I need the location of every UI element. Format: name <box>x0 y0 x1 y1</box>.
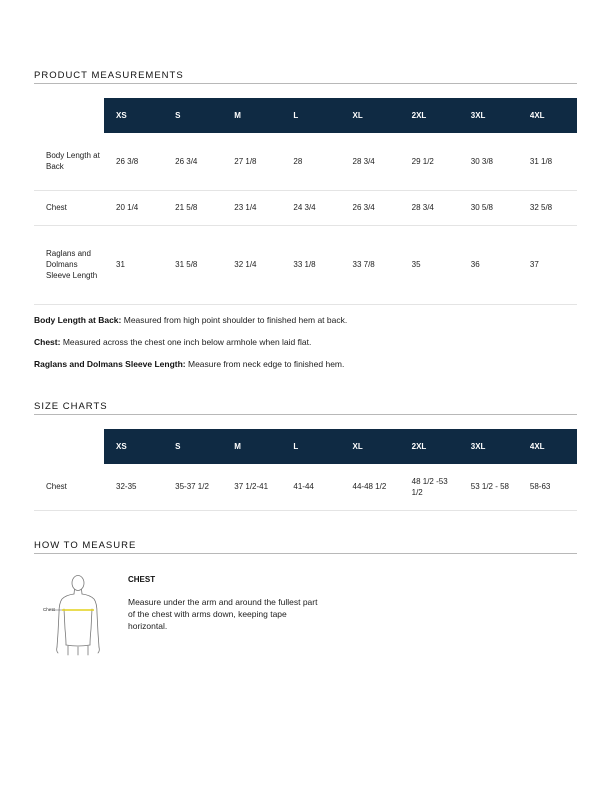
chest-measure-title: CHEST <box>128 575 156 584</box>
table-cell: 26 3/8 <box>104 133 163 190</box>
product-measurements-table <box>34 98 577 305</box>
size-header-row <box>34 429 577 464</box>
size-charts-title: SIZE CHARTS <box>34 401 108 412</box>
table-cell: 35 <box>400 225 459 304</box>
table-cell: 41-44 <box>281 464 340 510</box>
table-cell: 20 1/4 <box>104 190 163 225</box>
size-header-4xl: 4XL <box>518 429 577 464</box>
table-cell: 44-48 1/2 <box>341 464 400 510</box>
table-cell: 24 3/4 <box>281 190 340 225</box>
table-cell: 31 5/8 <box>163 225 222 304</box>
table-cell: 53 1/2 - 58 <box>459 464 518 510</box>
figure-chest-label: Chest <box>43 607 55 612</box>
size-header-s: S <box>163 98 222 133</box>
size-header-3xl: 3XL <box>459 98 518 133</box>
size-header-xs: XS <box>104 98 163 133</box>
table-cell: 32 1/4 <box>222 225 281 304</box>
table-cell: 26 3/4 <box>163 133 222 190</box>
table-row <box>34 464 577 510</box>
size-header-xl: XL <box>341 429 400 464</box>
table-cell: 32 5/8 <box>518 190 577 225</box>
table-cell: 29 1/2 <box>400 133 459 190</box>
header-blank-cell <box>34 98 104 133</box>
table-cell: 31 1/8 <box>518 133 577 190</box>
size-header-m: M <box>222 98 281 133</box>
note-term: Raglans and Dolmans Sleeve Length: <box>34 359 186 369</box>
row-label: Body Length at Back <box>34 133 104 190</box>
note-text: Measure from neck edge to finished hem. <box>185 359 345 369</box>
size-header-xl: XL <box>341 98 400 133</box>
table-cell: 48 1/2 -53 1/2 <box>400 464 459 510</box>
note-term: Chest: <box>34 337 61 347</box>
size-header-m: M <box>222 429 281 464</box>
note-text: Measured across the chest one inch below armhole when laid flat. <box>60 337 312 347</box>
chest-measure-instructions: Measure under the arm and around the fullest part of the chest with arms down, keeping tape horizontal. <box>128 597 318 631</box>
table-cell: 27 1/8 <box>222 133 281 190</box>
table-cell: 28 3/4 <box>341 133 400 190</box>
size-header-row <box>34 98 577 133</box>
row-label: Chest <box>34 190 104 225</box>
table-cell: 37 1/2-41 <box>222 464 281 510</box>
table-row <box>34 190 577 225</box>
note-sleeve-length <box>34 359 344 369</box>
size-charts-table <box>34 429 577 511</box>
table-cell: 21 5/8 <box>163 190 222 225</box>
size-header-3xl: 3XL <box>459 429 518 464</box>
table-cell: 26 3/4 <box>341 190 400 225</box>
table-cell: 28 <box>281 133 340 190</box>
row-label: Chest <box>34 464 104 510</box>
table-cell: 31 <box>104 225 163 304</box>
table-cell: 32-35 <box>104 464 163 510</box>
product-measurements-title: PRODUCT MEASUREMENTS <box>34 70 184 81</box>
note-chest <box>34 337 311 347</box>
header-blank-cell <box>34 429 104 464</box>
section-divider <box>34 414 577 415</box>
size-header-4xl: 4XL <box>518 98 577 133</box>
table-cell: 58-63 <box>518 464 577 510</box>
section-divider <box>34 553 577 554</box>
table-cell: 30 3/8 <box>459 133 518 190</box>
table-cell: 33 1/8 <box>281 225 340 304</box>
size-header-s: S <box>163 429 222 464</box>
note-term: Body Length at Back: <box>34 315 122 325</box>
size-header-2xl: 2XL <box>400 98 459 133</box>
size-header-l: L <box>281 98 340 133</box>
table-row <box>34 133 577 190</box>
size-header-l: L <box>281 429 340 464</box>
size-header-xs: XS <box>104 429 163 464</box>
note-text: Measured from high point shoulder to finished hem at back. <box>121 315 348 325</box>
table-row <box>34 225 577 304</box>
table-cell: 36 <box>459 225 518 304</box>
table-cell: 30 5/8 <box>459 190 518 225</box>
how-to-measure-title: HOW TO MEASURE <box>34 540 137 551</box>
table-cell: 28 3/4 <box>400 190 459 225</box>
note-body-length <box>34 315 347 325</box>
section-divider <box>34 83 577 84</box>
table-cell: 23 1/4 <box>222 190 281 225</box>
row-label: Raglans and Dolmans Sleeve Length <box>34 225 104 304</box>
table-cell: 35-37 1/2 <box>163 464 222 510</box>
table-cell: 33 7/8 <box>341 225 400 304</box>
body-figure-illustration <box>40 573 112 657</box>
table-cell: 37 <box>518 225 577 304</box>
size-header-2xl: 2XL <box>400 429 459 464</box>
